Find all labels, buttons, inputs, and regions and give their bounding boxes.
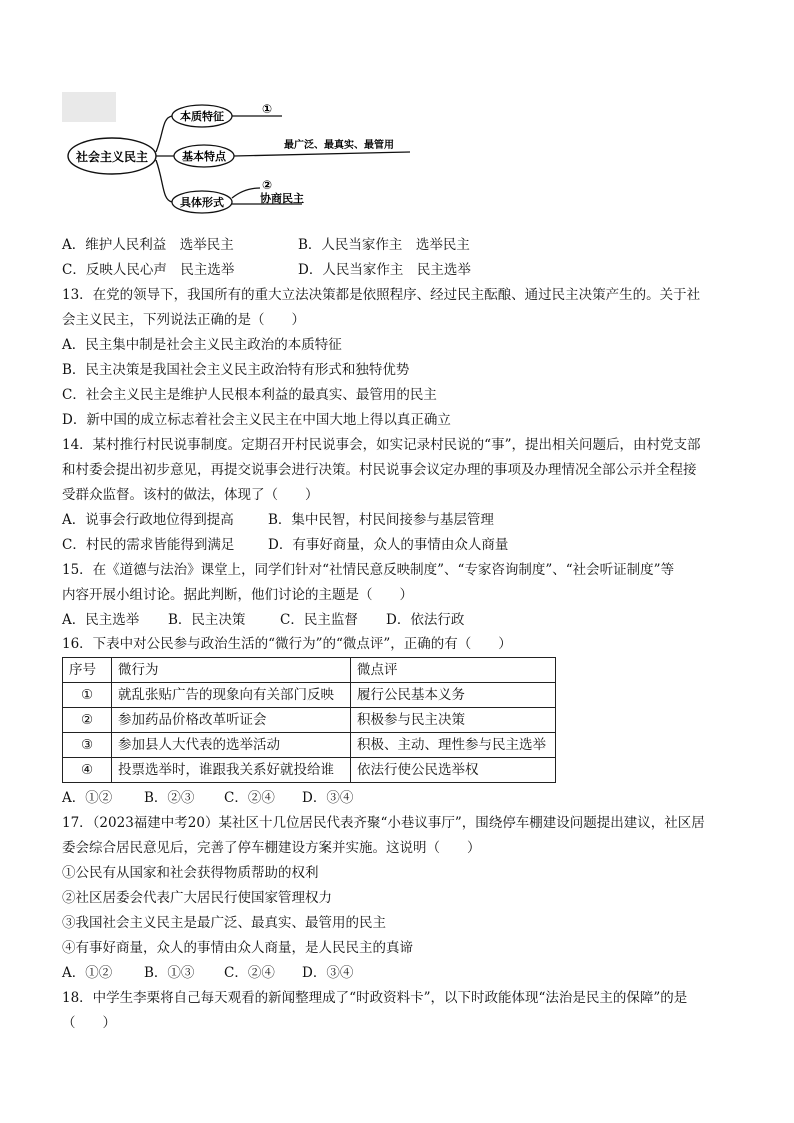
q17-stem-line-2: 委会综合居民意见后，完善了停车棚建设方案并实施。这说明（ ） [62, 840, 481, 856]
q15-option-b[interactable]: B．民主决策 [168, 612, 246, 628]
branch-essence-label: 本质特征 [180, 110, 224, 123]
branch-form-text: 协商民主 [260, 192, 304, 205]
q13-option-d[interactable]: D．新中国的成立标志着社会主义民主在中国大地上得以真正确立 [62, 412, 451, 428]
table-cell: ① [63, 683, 112, 708]
q17-option-d[interactable]: D．③④ [302, 965, 354, 981]
q17-stem-line-1: 17．（2023福建中考20）某社区十几位居民代表齐聚“小巷议事厅”，围绕停车棚建设问题提出建议，社区居 [62, 815, 705, 831]
table-cell: 积极参与民主决策 [351, 708, 556, 733]
q12-option-b[interactable]: B．人民当家作主 选举民主 [298, 237, 470, 253]
q15-option-d[interactable]: D．依法行政 [386, 612, 465, 628]
q17-statement-1: ①公民有从国家和社会获得物质帮助的权利 [62, 865, 319, 881]
q17-option-c[interactable]: C．②④ [224, 965, 275, 981]
table-cell: ③ [63, 733, 112, 758]
branch-feature-label: 基本特点 [182, 150, 226, 163]
q12-option-a[interactable]: A．维护人民利益 选举民主 [62, 237, 234, 253]
branch-form-label: 具体形式 [180, 196, 224, 209]
scan-smudge [62, 92, 116, 122]
mind-map-diagram [62, 92, 422, 217]
table-cell: ④ [63, 758, 112, 783]
q14-stem-line-1: 14．某村推行村民说事制度。定期召开村民说事会，如实记录村民说的“事”，提出相关问题后，由村党支部 [62, 437, 701, 453]
blank-1-marker: ① [262, 102, 273, 116]
table-cell: 参加药品价格改革听证会 [112, 708, 351, 733]
q16-stem: 16．下表中对公民参与政治生活的“微行为”的“微点评”，正确的有（ ） [62, 636, 512, 652]
q17-statement-3: ③我国社会主义民主是最广泛、最真实、最管用的民主 [62, 915, 386, 931]
table-header-cell: 序号 [63, 658, 112, 683]
q14-stem-line-3: 受群众监督。该村的做法，体现了（ ） [62, 487, 319, 503]
q15-stem-line-1: 15．在《道德与法治》课堂上，同学们针对“社情民意反映制度”、“专家咨询制度”、“社会听证制度”等 [62, 562, 675, 578]
table-cell: 依法行使公民选举权 [351, 758, 556, 783]
q14-option-d[interactable]: D．有事好商量，众人的事情由众人商量 [268, 537, 509, 553]
q13-stem-line-2: 会主义民主，下列说法正确的是（ ） [62, 312, 305, 328]
q17-statement-4: ④有事好商量，众人的事情由众人商量，是人民民主的真谛 [62, 940, 413, 956]
table-header-cell: 微行为 [112, 658, 351, 683]
q15-stem-line-2: 内容开展小组讨论。据此判断，他们讨论的主题是（ ） [62, 587, 413, 603]
q16-option-c[interactable]: C．②④ [224, 790, 275, 806]
blank-2-marker: ② [262, 178, 273, 192]
table-header-cell: 微点评 [351, 658, 556, 683]
center-node-label: 社会主义民主 [75, 150, 149, 164]
q13-stem-line-1: 13．在党的领导下，我国所有的重大立法决策都是依照程序、经过民主酝酿、通过民主决策产生的。关于社 [62, 287, 701, 303]
q12-option-d[interactable]: D．人民当家作主 民主选举 [298, 262, 471, 278]
q17-option-b[interactable]: B．①③ [144, 965, 195, 981]
q15-option-a[interactable]: A．民主选举 [62, 612, 140, 628]
table-cell: 参加县人大代表的选举活动 [112, 733, 351, 758]
table-cell: 投票选举时，谁跟我关系好就投给谁 [112, 758, 351, 783]
table-row [63, 733, 556, 758]
q14-option-c[interactable]: C．村民的需求皆能得到满足 [62, 537, 235, 553]
table-row [63, 708, 556, 733]
q16-option-d[interactable]: D．③④ [302, 790, 354, 806]
q16-option-b[interactable]: B．②③ [144, 790, 195, 806]
q13-option-b[interactable]: B．民主决策是我国社会主义民主政治特有形式和独特优势 [62, 362, 410, 378]
branch-feature-text: 最广泛、最真实、最管用 [284, 140, 394, 151]
q17-option-a[interactable]: A．①② [62, 965, 113, 981]
q15-option-c[interactable]: C．民主监督 [280, 612, 358, 628]
q18-stem-line-2: （ ） [62, 1015, 116, 1031]
q12-option-c[interactable]: C．反映人民心声 民主选举 [62, 262, 235, 278]
table-row [63, 683, 556, 708]
q13-option-c[interactable]: C．社会主义民主是维护人民根本利益的最真实、最管用的民主 [62, 387, 437, 403]
q17-statement-2: ②社区居委会代表广大居民行使国家管理权力 [62, 890, 332, 906]
table-cell: 就乱张贴广告的现象向有关部门反映 [112, 683, 351, 708]
q13-option-a[interactable]: A．民主集中制是社会主义民主政治的本质特征 [62, 337, 342, 353]
q14-stem-line-2: 和村委会提出初步意见，再提交说事会进行决策。村民说事会议定办理的事项及办理情况全部公示并全程接 [62, 462, 697, 478]
table-cell: ② [63, 708, 112, 733]
q16-table [62, 657, 556, 783]
q18-stem-line-1: 18．中学生李栗将自己每天观看的新闻整理成了“时政资料卡”，以下时政能体现“法治是民主的保障”的是 [62, 990, 688, 1006]
table-cell: 积极、主动、理性参与民主选举 [351, 733, 556, 758]
table-row [63, 758, 556, 783]
q14-option-b[interactable]: B．集中民智，村民间接参与基层管理 [268, 512, 494, 528]
table-cell: 履行公民基本义务 [351, 683, 556, 708]
q14-option-a[interactable]: A．说事会行政地位得到提高 [62, 512, 234, 528]
q16-option-a[interactable]: A．①② [62, 790, 113, 806]
table-header-row [63, 658, 556, 683]
